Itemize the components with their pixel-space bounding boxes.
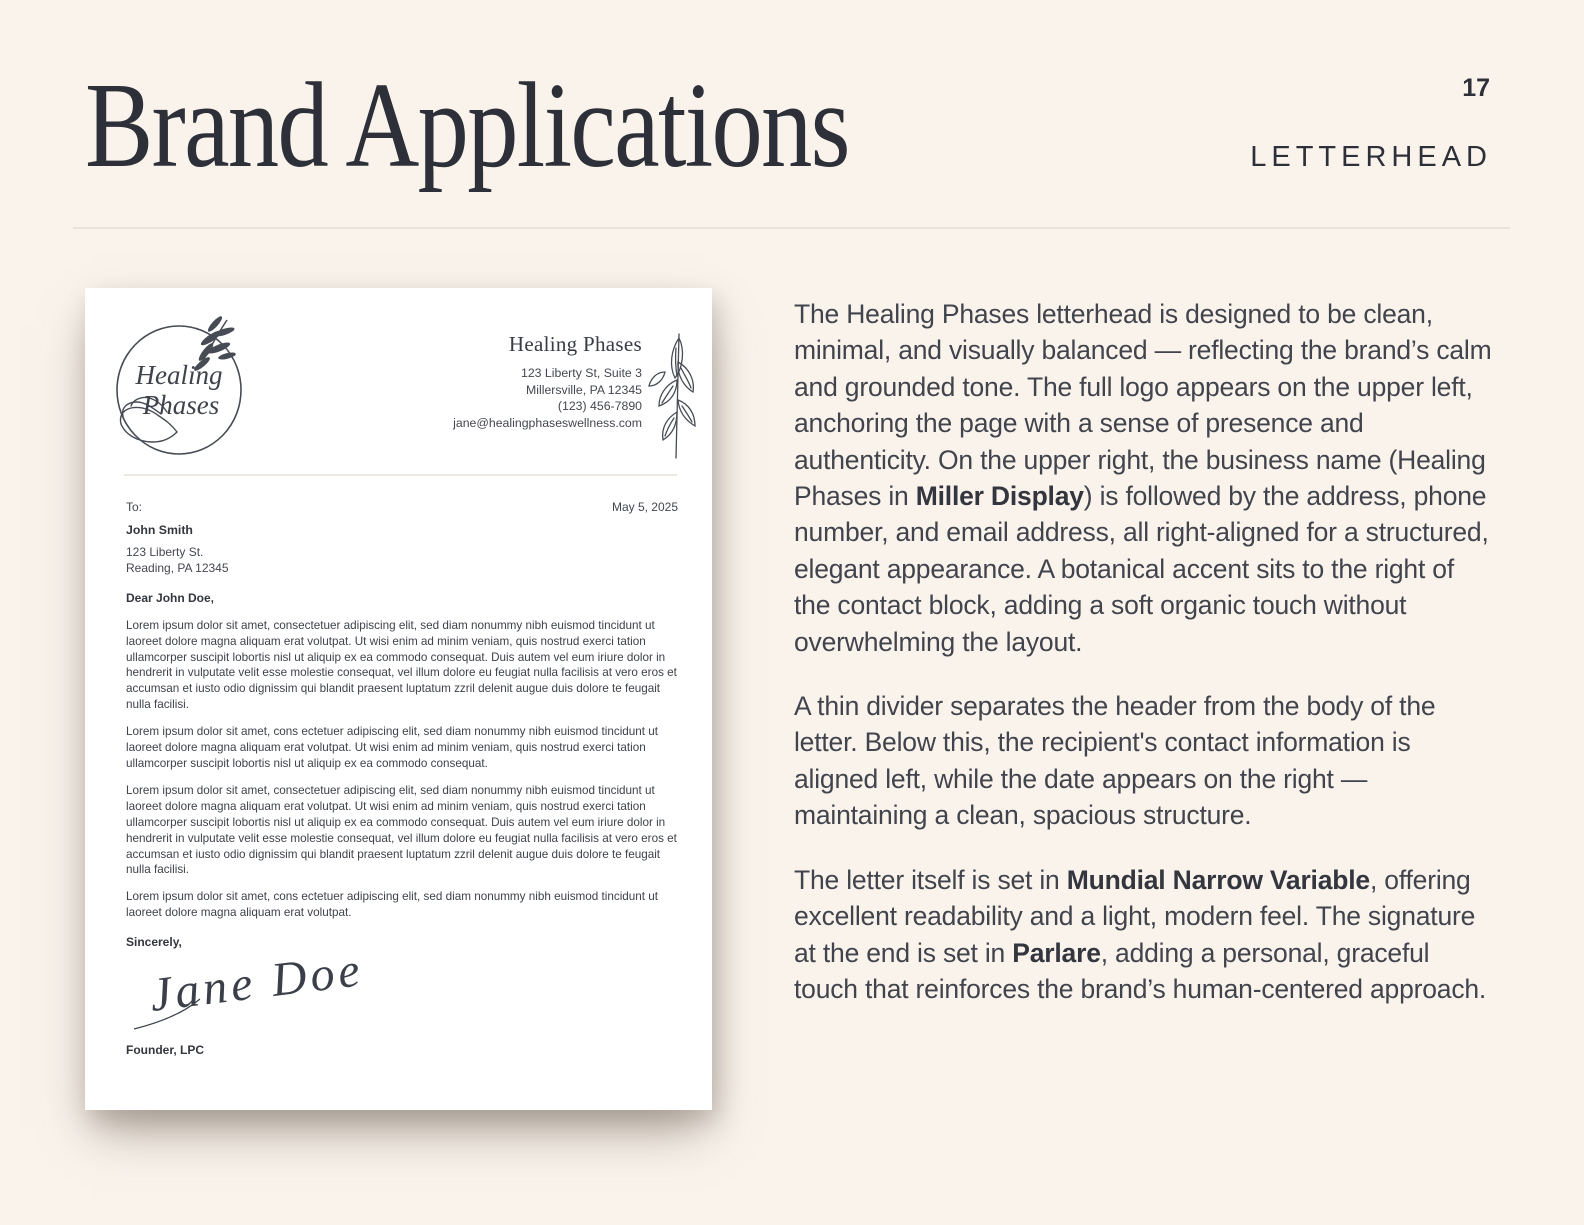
company-email: jane@healingphaseswellness.com bbox=[453, 415, 642, 430]
company-address-line2: Millersville, PA 12345 bbox=[526, 382, 642, 397]
header-divider bbox=[73, 227, 1510, 229]
description-text: The Healing Phases letterhead is designed to be clean, minimal, and visually balanced — reflecting the brand’s calm and grounded tone. The full logo appears on the upper left, anchoring the page with a sense of presence and authenticity. On the upper right, the business name (Healing Phases in bbox=[794, 299, 1492, 512]
recipient-address-line1: 123 Liberty St. bbox=[126, 544, 204, 559]
letter-date: May 5, 2025 bbox=[611, 500, 678, 514]
recipient-address-line2: Reading, PA 12345 bbox=[126, 560, 229, 575]
description-paragraph-3 bbox=[794, 862, 1494, 1008]
letterhead-mockup bbox=[85, 288, 712, 1110]
description-text: A thin divider separates the header from the body of the letter. Below this, the recipient's contact information is aligned left, while the date appears on the right — maintaining a clean, spacious structure. bbox=[794, 691, 1436, 831]
description-text: The letter itself is set in bbox=[794, 864, 1067, 895]
description-text: ) is followed by the address, phone number, and email address, all right-aligned for a structured, elegant appearance. A botanical accent sits to the right of the contact block, adding a soft organic touch without overwhelming the layout. bbox=[794, 481, 1489, 657]
letter-paragraph-3: Lorem ipsum dolor sit amet, consectetuer adipiscing elit, sed diam nonummy nibh euismod tincidunt ut laoreet dolore magna aliquam erat volutpat. Ut wisi enim ad minim veniam, quis nostrud exerci tation ullamcorper suscipit lobortis nisl ut aliquip ex ea commodo consequat. Duis autem vel eum iriure dolor in hendrerit in vulputate velit esse molestie consequat, vel illum dolore eu feugiat nulla facilisis at vero eros et accumsan et iusto odio dignissim qui blandit praesent luptatum zzril delenit augue duis dolore te feugait nulla facilisi. bbox=[126, 783, 677, 877]
section-label: LETTERHEAD bbox=[1250, 141, 1492, 173]
letter-paragraph-4: Lorem ipsum dolor sit amet, cons ectetuer adipiscing elit, sed diam nonummy nibh euismod tincidunt ut laoreet dolore magna aliquam erat volutpat. bbox=[126, 890, 659, 920]
to-label: To: bbox=[126, 500, 143, 514]
recipient-address bbox=[126, 544, 678, 576]
signature-script bbox=[126, 943, 406, 1041]
letter-header-divider bbox=[124, 474, 677, 476]
logo-word-1: Healing bbox=[135, 360, 223, 390]
company-name: Healing Phases bbox=[508, 332, 642, 356]
description-text: , adding a personal, graceful touch that reinforces the brand’s human-centered approach. bbox=[794, 937, 1487, 1004]
salutation: Dear John Doe, bbox=[126, 590, 215, 605]
company-phone: (123) 456-7890 bbox=[557, 399, 642, 413]
description-text: , offering excellent readability and a light, modern feel. The signature at the end is set in bbox=[794, 864, 1476, 968]
to-date-row bbox=[126, 500, 678, 516]
description-paragraph-1 bbox=[794, 296, 1494, 660]
recipient-name: John Smith bbox=[126, 522, 193, 537]
signature-name: Jane Doe bbox=[146, 943, 367, 1022]
description-paragraph-2 bbox=[794, 688, 1494, 834]
font-name-mundial: Mundial Narrow Variable bbox=[1066, 864, 1370, 895]
botanical-leaf-icon bbox=[645, 328, 709, 462]
letter-paragraph-2: Lorem ipsum dolor sit amet, cons ectetuer adipiscing elit, sed diam nonummy nibh euismod tincidunt ut laoreet dolore magna aliquam erat volutpat. Ut wisi enim ad minim veniam, quis nostrud exerci tation ullamcorper suscipit lobortis nisl ut aliquip ex ea commodo consequat. bbox=[126, 725, 659, 770]
company-contact-block bbox=[322, 332, 642, 431]
letter-paragraph-1: Lorem ipsum dolor sit amet, consectetuer adipiscing elit, sed diam nonummy nibh euismod tincidunt ut laoreet dolore magna aliquam erat volutpat. Ut wisi enim ad minim veniam, quis nostrud exerci tation ullamcorper suscipit lobortis nisl ut aliquip ex ea commodo consequat. Duis autem vel eum iriure dolor in hendrerit in vulputate velit esse molestie consequat, vel illum dolore eu feugiat nulla facilisis at vero eros et accumsan et iusto odio dignissim qui blandit praesent luptatum zzril delenit augue duis dolore te feugait nulla facilisi. bbox=[126, 618, 677, 712]
font-name-miller-display: Miller Display bbox=[915, 481, 1084, 512]
font-name-parlare: Parlare bbox=[1012, 937, 1101, 968]
letter-body bbox=[126, 500, 678, 1059]
company-address-line1: 123 Liberty St, Suite 3 bbox=[521, 366, 642, 380]
logo-word-2: Phases bbox=[142, 390, 220, 420]
healing-phases-logo-icon bbox=[107, 312, 255, 460]
page-title: Brand Applications bbox=[85, 58, 849, 193]
page-number: 17 bbox=[1462, 74, 1490, 102]
description-column bbox=[794, 296, 1494, 1007]
signature-title: Founder, LPC bbox=[126, 1043, 204, 1058]
letter-closing: Sincerely, bbox=[126, 935, 182, 950]
